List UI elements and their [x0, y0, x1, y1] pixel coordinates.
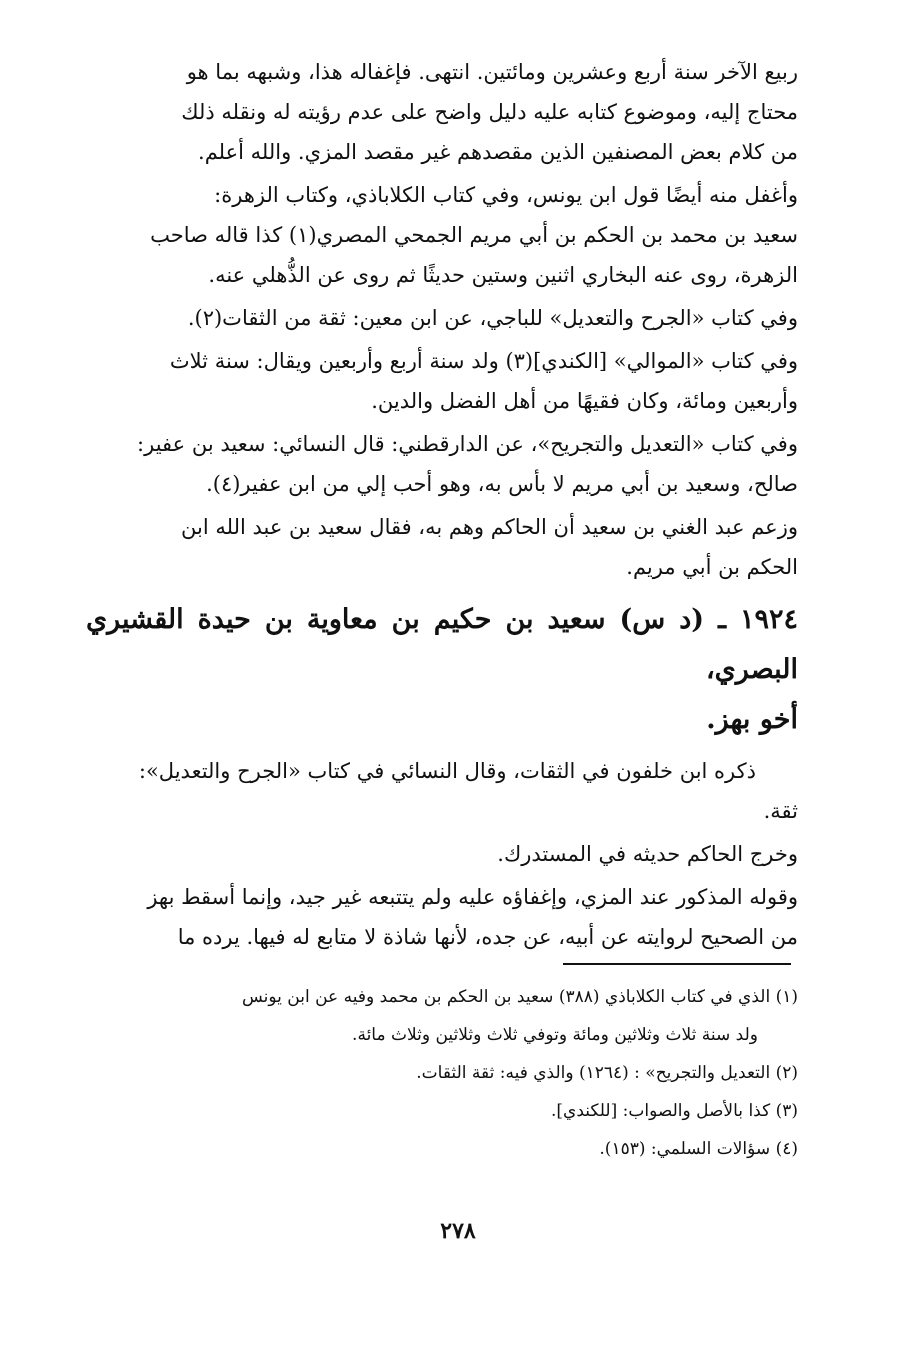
- footnote-line: (٢) التعديل والتجريح» : (١٢٦٤) والذي فيه: ثقة الثقات.: [416, 1063, 798, 1083]
- text-line: وخرج الحاكم حديثه في المستدرك.: [497, 842, 798, 866]
- text-line: ربيع الآخر سنة أربع وعشرين ومائتين. انتهى. فإغفاله هذا، وشبهه بما هو: [186, 60, 798, 84]
- text-line: محتاج إليه، وموضوع كتابه عليه دليل واضح على عدم رؤيته له ونقله ذلك: [181, 100, 798, 124]
- main-text: [86, 52, 798, 960]
- entry-heading: [86, 595, 798, 745]
- text-line: وفي كتاب «الموالي» [الكندي](٣) ولد سنة أربع وأربعين ويقال: سنة ثلاث: [169, 349, 798, 373]
- text-line: ذكره ابن خلفون في الثقات، وقال النسائي في كتاب «الجرح والتعديل»:: [138, 759, 756, 783]
- heading-line: ١٩٢٤ ـ (د س) سعيد بن حكيم بن معاوية بن حيدة القشيري البصري،: [86, 604, 798, 685]
- text-line: ثقة.: [763, 799, 798, 823]
- paragraph-ibn-yunus: [86, 175, 798, 295]
- text-line: سعيد بن محمد بن الحكم بن أبي مريم الجمحي المصري(١) كذا قاله صاحب: [150, 223, 798, 247]
- paragraph-bahz: [86, 877, 798, 957]
- footnote-4: [86, 1130, 798, 1168]
- page-number: ٢٧٨: [440, 1218, 476, 1244]
- footnote-line: ولد سنة ثلاث وثلاثين ومائة وتوفي ثلاث وثلاثين وثلاث مائة.: [352, 1025, 758, 1045]
- footnote-3: [86, 1092, 798, 1130]
- paragraph-mawali: [86, 341, 798, 421]
- paragraph-jarh-tadil: [86, 298, 798, 338]
- footnotes: [86, 978, 798, 1168]
- text-line: الزهرة، روى عنه البخاري اثنين وستين حديثًا ثم روى عن الذُّهلي عنه.: [208, 263, 798, 287]
- text-line: وزعم عبد الغني بن سعيد أن الحاكم وهم به، فقال سعيد بن عبد الله ابن: [181, 515, 798, 539]
- paragraph-continuation: [86, 52, 798, 172]
- text-line: من الصحيح لروايته عن أبيه، عن جده، لأنها شاذة لا متابع له فيها. يرده ما: [177, 925, 798, 949]
- paragraph-tadil-tajrih: [86, 424, 798, 504]
- footnote-2: [86, 1054, 798, 1092]
- footnote-1: [86, 978, 798, 1016]
- text-line: وأغفل منه أيضًا قول ابن يونس، وفي كتاب الكلاباذي، وكتاب الزهرة:: [214, 183, 798, 207]
- footnote-line: (١) الذي في كتاب الكلاباذي (٣٨٨) سعيد بن الحكم بن محمد وفيه عن ابن يونس: [241, 987, 798, 1007]
- heading-line: أخو بهز.: [706, 704, 798, 735]
- paragraph-ibn-khalfun: [86, 751, 798, 831]
- text-line: وفي كتاب «الجرح والتعديل» للباجي، عن ابن معين: ثقة من الثقات(٢).: [187, 306, 798, 330]
- text-line: وأربعين ومائة، وكان فقيهًا من أهل الفضل والدين.: [371, 389, 798, 413]
- text-line: من كلام بعض المصنفين الذين مقصدهم غير مقصد المزي. والله أعلم.: [198, 140, 798, 164]
- text-line: وقوله المذكور عند المزي، وإغفاؤه عليه ولم يتتبعه غير جيد، وإنما أسقط بهز: [147, 885, 798, 909]
- text-line: الحكم بن أبي مريم.: [626, 555, 798, 579]
- text-line: صالح، وسعيد بن أبي مريم لا بأس به، وهو أحب إلي من ابن عفير(٤).: [206, 472, 798, 496]
- footnote-1-continuation: [86, 1016, 798, 1054]
- footnote-line: (٣) كذا بالأصل والصواب: [للكندي].: [551, 1101, 798, 1121]
- paragraph-abd-al-ghani: [86, 507, 798, 587]
- paragraph-mustadrak: [86, 834, 798, 874]
- footnote-divider: [563, 963, 791, 965]
- text-line: وفي كتاب «التعديل والتجريح»، عن الدارقطني: قال النسائي: سعيد بن عفير:: [137, 432, 798, 456]
- footnote-line: (٤) سؤالات السلمي: (١٥٣).: [599, 1139, 798, 1159]
